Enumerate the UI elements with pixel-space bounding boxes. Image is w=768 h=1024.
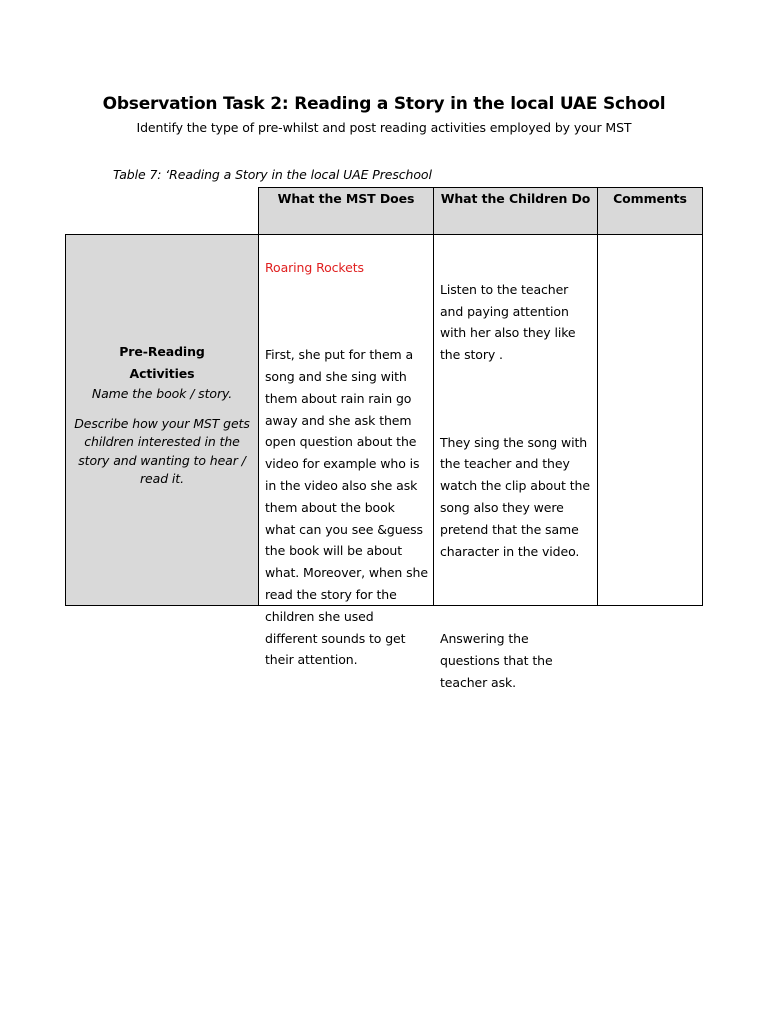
comments-cell	[597, 234, 703, 606]
row-heading-line2: Activities	[129, 366, 195, 381]
mst-cell	[258, 234, 434, 668]
header-comments: Comments	[597, 187, 703, 235]
children-cell	[433, 234, 598, 690]
header-children: What the Children Do	[433, 187, 598, 235]
table-caption: Table 7: ‘Reading a Story in the local UAE Preschool	[113, 167, 432, 182]
children-para-3: Answering the questions that the teacher ask.	[440, 630, 553, 690]
page-subtitle: Identify the type of pre-whilst and post reading activities employed by your MST	[136, 120, 632, 135]
header-mst: What the MST Does	[258, 187, 434, 235]
children-para-2: They sing the song with the teacher and they watch the clip about the song also they were pretend that the same character in the video.	[440, 434, 590, 559]
row-prompt-describe: Describe how your MST gets children interested in the story and wanting to hear / read it.	[74, 415, 250, 486]
book-title: Roaring Rockets	[265, 259, 364, 275]
children-para-1: Listen to the teacher and paying attention with her also they like the story .	[440, 281, 576, 363]
page-title: Observation Task 2: Reading a Story in the local UAE School	[102, 94, 666, 114]
mst-description: First, she put for them a song and she sing with them about rain rain go away and she ask them open question about the video for example who is in the video also she ask them about the book what can you see &guess the book will be about what. Moreover, when she read the story for the children she used different sounds to get their attention.	[265, 347, 428, 668]
row-prompt-name-book: Name the book / story.	[91, 386, 233, 401]
row-heading-line1: Pre-Reading	[119, 344, 205, 359]
row-label-pre-reading	[65, 234, 259, 606]
